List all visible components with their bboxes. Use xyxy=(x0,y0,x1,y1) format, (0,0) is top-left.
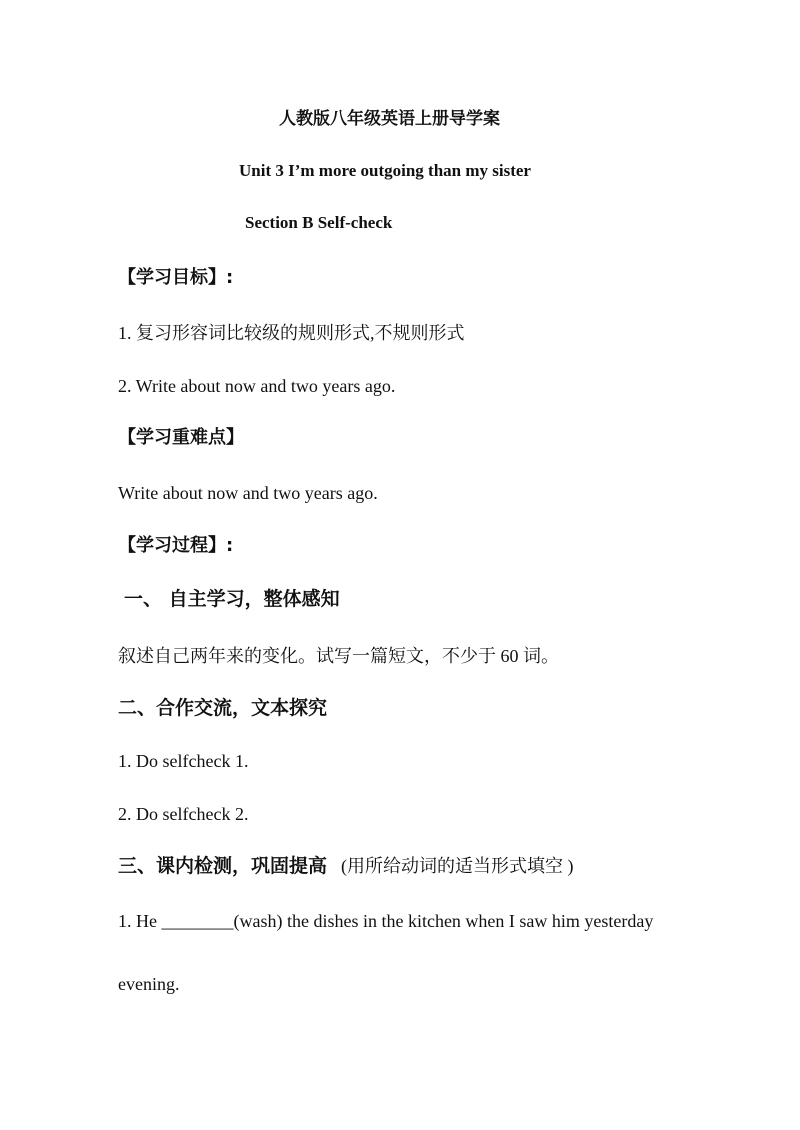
exercise-1: 1. He ________(wash) the dishes in the kitchen when I saw him yesterday xyxy=(118,911,654,931)
section-title: Section B Self-check xyxy=(245,213,393,232)
key-points-text: Write about now and two years ago. xyxy=(118,483,378,503)
learning-goal-1: 1. 复习形容词比较级的规则形式,不规则形式 xyxy=(118,323,465,343)
learning-goals-heading: 【学习目标】: xyxy=(118,267,234,288)
section-3-row xyxy=(118,857,574,876)
document-title: 人教版八年级英语上册导学案 xyxy=(279,109,500,128)
unit-title: Unit 3 I’m more outgoing than my sister xyxy=(239,161,531,180)
section-1-heading: 一、 自主学习，整体感知 xyxy=(124,588,340,610)
selfcheck-item-2: 2. Do selfcheck 2. xyxy=(118,804,249,824)
exercise-1-continued: evening. xyxy=(118,974,180,994)
section-2-heading: 二、合作交流，文本探究 xyxy=(118,697,328,719)
section-3-heading: 三、课内检测，巩固提高 xyxy=(118,855,328,877)
learning-goal-2: 2. Write about now and two years ago. xyxy=(118,376,396,396)
key-points-heading: 【学习重难点】 xyxy=(118,427,244,448)
selfcheck-item-1: 1. Do selfcheck 1. xyxy=(118,751,249,771)
section-3-hint: (用所给动词的适当形式填空 ) xyxy=(341,856,574,876)
section-1-text: 叙述自己两年来的变化。试写一篇短文，不少于 60 词。 xyxy=(118,646,559,666)
learning-process-heading: 【学习过程】: xyxy=(118,535,234,556)
